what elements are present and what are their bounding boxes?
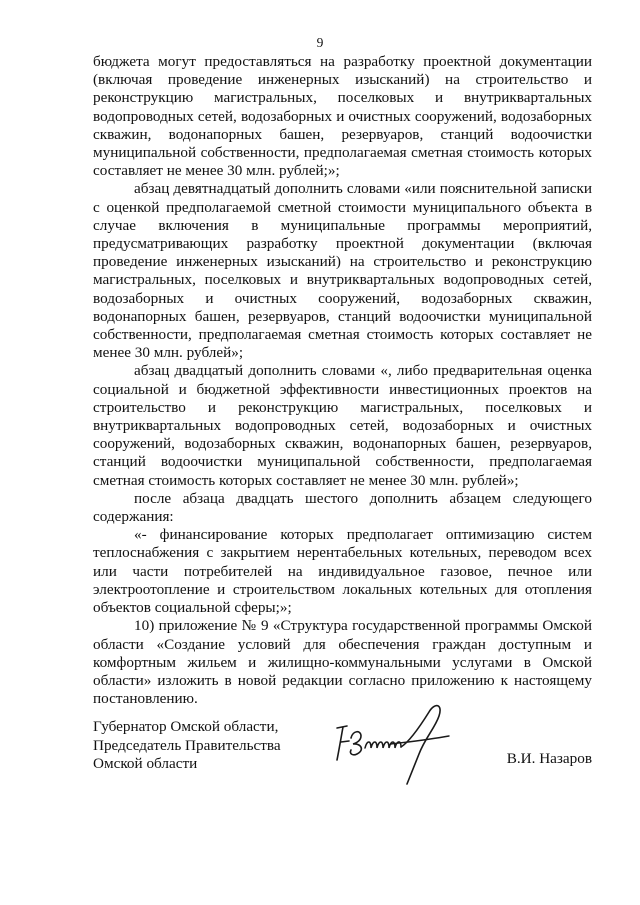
paragraph: «- финансирование которых предполагает оптимизацию систем теплоснабжения с закрытием нерентабельных котельных, переводом всех или части потребителей на индивидуальное газовое, печное или электроотопление и строительством локальных котельных для отопления объектов социальной сферы;»; <box>93 526 592 617</box>
signatory-title-line: Губернатор Омской области, <box>93 718 279 735</box>
paragraph: абзац девятнадцатый дополнить словами «или пояснительной записки с оценкой предполагаемой сметной стоимости муниципального объекта в случае включения в муниципальные программы мероприятий, предусматривающих разработку проектной документации (включая проведение инженерных изысканий) на строительство и реконструкцию магистральных, поселковых и внутриквартальных водопроводных сетей, водозаборных и очистных сооружений, водозаборных скважин, водонапорных башен, резервуаров, станций водоочистки муниципальной собственности, предполагаемая сметная стоимость которых составляет не менее 30 млн. рублей»; <box>93 180 592 362</box>
signatory-name: В.И. Назаров <box>506 750 592 767</box>
body-text <box>93 53 592 708</box>
paragraph: абзац двадцатый дополнить словами «, либо предварительная оценка социальной и бюджетной эффективности инвестиционных проектов на строительство и реконструкцию магистральных, поселковых и внутриквартальных водопроводных сетей, водозаборных и очистных сооружений, водозаборных скважин, водонапорных башен, резервуаров, станций водоочистки муниципальной собственности, предполагаемая сметная стоимость которых составляет не менее 30 млн. рублей»; <box>93 362 592 489</box>
paragraph: 10) приложение № 9 «Структура государственной программы Омской области «Создание условий для обеспечения граждан доступным и комфортным жильем и жилищно-коммунальными услугами в Омской области» изложить в новой редакции согласно приложению к настоящему постановлению. <box>93 617 592 708</box>
handwritten-signature <box>331 698 461 786</box>
page-number: 9 <box>316 35 324 50</box>
signatory-title-line: Председатель Правительства <box>93 736 281 754</box>
paragraph: бюджета могут предоставляться на разработку проектной документации (включая проведение инженерных изысканий) на строительство и реконструкцию магистральных, поселковых и внутриквартальных водопроводных сетей, водозаборных и очистных сооружений, водозаборных скважин, водонапорных башен, резервуаров, станций водоочистки муниципальной собственности, предполагаемая сметная стоимость которых составляет не менее 30 млн. рублей;»; <box>93 53 592 180</box>
signature-block <box>93 718 592 778</box>
signatory-title-line: Омской области <box>93 755 198 772</box>
paragraph: после абзаца двадцать шестого дополнить абзацем следующего содержания: <box>93 489 592 526</box>
